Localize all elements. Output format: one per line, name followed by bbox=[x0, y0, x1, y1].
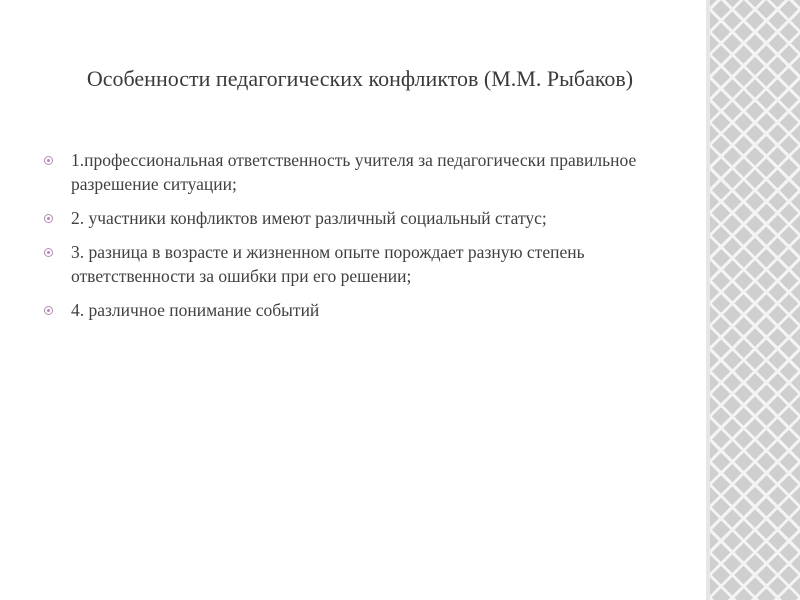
bullet-text-1: 1.профессиональная ответственность учителя за педагогически правильное разрешение ситуации; bbox=[71, 150, 637, 194]
bullet-text-4: 4. различное понимание событий bbox=[71, 300, 320, 320]
slide-title: Особенности педагогических конфликтов (М.М. Рыбаков) bbox=[86, 66, 634, 91]
ring-bullet-icon bbox=[44, 214, 53, 223]
ring-bullet-icon bbox=[44, 306, 53, 315]
bullet-item-1 bbox=[44, 148, 664, 196]
bullet-item-3 bbox=[44, 240, 664, 288]
bullet-item-2 bbox=[44, 206, 664, 230]
diamond-lattice-pattern-icon bbox=[710, 0, 800, 600]
ring-bullet-icon bbox=[44, 248, 53, 257]
bullet-list bbox=[44, 148, 664, 332]
bullet-item-4 bbox=[44, 298, 664, 322]
bullet-text-3: 3. разница в возрасте и жизненном опыте порождает разную степень ответственности за ошибки при его решении; bbox=[71, 242, 585, 286]
ring-bullet-icon bbox=[44, 156, 53, 165]
bullet-text-2: 2. участники конфликтов имеют различный социальный статус; bbox=[71, 208, 547, 228]
